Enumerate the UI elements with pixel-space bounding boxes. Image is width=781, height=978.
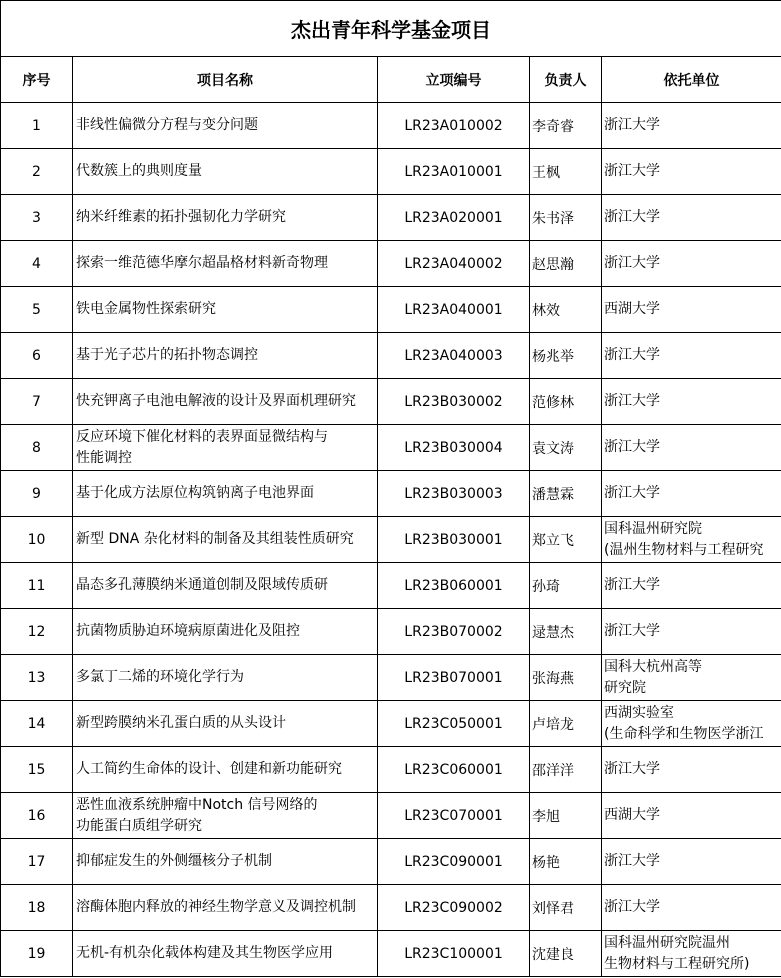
table-row — [1, 425, 781, 471]
host-unit-line: 国科温州研究院 — [604, 520, 702, 537]
row-index: 9 — [1, 471, 73, 517]
host-unit-line: 浙江大学 — [604, 761, 660, 777]
table-row — [1, 517, 781, 563]
project-name-line: 新型跨膜纳米孔蛋白质的从头设计 — [76, 715, 286, 731]
project-name-line: 性能调控 — [76, 449, 132, 466]
person-in-charge: 杨艳 — [530, 839, 602, 885]
person-in-charge: 林效 — [530, 287, 602, 333]
project-name — [73, 379, 378, 425]
person-in-charge: 潘慧霖 — [530, 471, 602, 517]
host-unit-line: 浙江大学 — [604, 393, 660, 409]
project-code: LR23C070001 — [378, 793, 530, 839]
person-in-charge: 李旭 — [530, 793, 602, 839]
person-in-charge: 沈建良 — [530, 931, 602, 977]
row-index: 14 — [1, 701, 73, 747]
person-in-charge: 逯慧杰 — [530, 609, 602, 655]
host-unit — [602, 471, 781, 517]
header-host-unit: 依托单位 — [602, 57, 781, 103]
header-person-in-charge: 负责人 — [530, 57, 602, 103]
row-index: 5 — [1, 287, 73, 333]
host-unit — [602, 333, 781, 379]
table-row — [1, 793, 781, 839]
project-name-line: 铁电金属物性探索研究 — [76, 301, 216, 317]
project-code: LR23B030003 — [378, 471, 530, 517]
row-index: 16 — [1, 793, 73, 839]
host-unit-line: 西湖大学 — [604, 807, 660, 823]
project-name — [73, 885, 378, 931]
project-name — [73, 471, 378, 517]
project-name-line: 抗菌物质胁迫环境病原菌进化及阻控 — [76, 623, 300, 639]
header-project-code: 立项编号 — [378, 57, 530, 103]
project-name — [73, 333, 378, 379]
host-unit-line: 浙江大学 — [604, 623, 660, 639]
host-unit — [602, 563, 781, 609]
host-unit — [602, 517, 781, 563]
project-name-line: 抑郁症发生的外侧缰核分子机制 — [76, 853, 272, 869]
host-unit-line: 研究院 — [604, 679, 646, 696]
project-code: LR23C060001 — [378, 747, 530, 793]
row-index: 13 — [1, 655, 73, 701]
project-name-line: 新型 DNA 杂化材料的制备及其组装性质研究 — [76, 531, 354, 547]
host-unit-line: 浙江大学 — [604, 853, 660, 869]
header-index: 序号 — [1, 57, 73, 103]
table-row — [1, 701, 781, 747]
project-name-line: 基于化成方法原位构筑钠离子电池界面 — [76, 485, 314, 501]
project-name — [73, 655, 378, 701]
project-code: LR23B030002 — [378, 379, 530, 425]
host-unit-line: (温州生物材料与工程研究 — [604, 541, 764, 558]
project-name-line: 晶态多孔薄膜纳米通道创制及限域传质研 — [76, 577, 328, 593]
project-name — [73, 747, 378, 793]
project-code: LR23C090001 — [378, 839, 530, 885]
project-name — [73, 241, 378, 287]
row-index: 8 — [1, 425, 73, 471]
table-row — [1, 103, 781, 149]
project-code: LR23A010001 — [378, 149, 530, 195]
host-unit-line: 浙江大学 — [604, 117, 660, 133]
project-code: LR23A040002 — [378, 241, 530, 287]
host-unit — [602, 839, 781, 885]
project-name-line: 快充钾离子电池电解液的设计及界面机理研究 — [76, 393, 356, 409]
table-row — [1, 655, 781, 701]
project-code: LR23C090002 — [378, 885, 530, 931]
table-row — [1, 287, 781, 333]
project-name-line: 溶酶体胞内释放的神经生物学意义及调控机制 — [76, 899, 356, 915]
person-in-charge: 朱书泽 — [530, 195, 602, 241]
project-name — [73, 609, 378, 655]
project-name-line: 功能蛋白质组学研究 — [76, 817, 202, 834]
person-in-charge: 孙琦 — [530, 563, 602, 609]
person-in-charge: 王枫 — [530, 149, 602, 195]
host-unit — [602, 287, 781, 333]
person-in-charge: 刘怿君 — [530, 885, 602, 931]
host-unit-line: (生命科学和生物医学浙江 — [604, 725, 764, 742]
host-unit-line: 浙江大学 — [604, 899, 660, 915]
row-index: 1 — [1, 103, 73, 149]
host-unit — [602, 241, 781, 287]
host-unit — [602, 103, 781, 149]
table-row — [1, 149, 781, 195]
project-name — [73, 793, 378, 839]
host-unit — [602, 425, 781, 471]
host-unit-line: 浙江大学 — [604, 255, 660, 271]
row-index: 3 — [1, 195, 73, 241]
page-title: 杰出青年科学基金项目 — [1, 1, 781, 57]
host-unit-line: 生物材料与工程研究所) — [604, 955, 750, 972]
project-code: LR23C050001 — [378, 701, 530, 747]
project-code: LR23A040003 — [378, 333, 530, 379]
host-unit — [602, 609, 781, 655]
row-index: 7 — [1, 379, 73, 425]
host-unit — [602, 149, 781, 195]
row-index: 10 — [1, 517, 73, 563]
table-row — [1, 563, 781, 609]
project-name — [73, 287, 378, 333]
host-unit — [602, 885, 781, 931]
host-unit — [602, 379, 781, 425]
project-name — [73, 103, 378, 149]
table-row — [1, 195, 781, 241]
table-row — [1, 839, 781, 885]
host-unit-line: 浙江大学 — [604, 347, 660, 363]
table-row — [1, 333, 781, 379]
project-name — [73, 701, 378, 747]
host-unit — [602, 747, 781, 793]
project-code: LR23C100001 — [378, 931, 530, 977]
row-index: 15 — [1, 747, 73, 793]
person-in-charge: 范修林 — [530, 379, 602, 425]
row-index: 18 — [1, 885, 73, 931]
project-name — [73, 517, 378, 563]
project-name — [73, 195, 378, 241]
table-row — [1, 379, 781, 425]
project-name-line: 探索一维范德华摩尔超晶格材料新奇物理 — [76, 255, 328, 271]
project-name-line: 多氯丁二烯的环境化学行为 — [76, 669, 244, 685]
host-unit-line: 国科温州研究院温州 — [604, 934, 730, 951]
project-name — [73, 839, 378, 885]
project-name-line: 无机-有机杂化载体构建及其生物医学应用 — [76, 945, 334, 961]
row-index: 12 — [1, 609, 73, 655]
table-row — [1, 931, 781, 977]
row-index: 2 — [1, 149, 73, 195]
host-unit-line: 浙江大学 — [604, 577, 660, 593]
project-name-line: 代数簇上的典则度量 — [76, 163, 202, 179]
table-row — [1, 609, 781, 655]
row-index: 11 — [1, 563, 73, 609]
host-unit-line: 浙江大学 — [604, 209, 660, 225]
person-in-charge: 袁文涛 — [530, 425, 602, 471]
person-in-charge: 张海燕 — [530, 655, 602, 701]
person-in-charge: 杨兆举 — [530, 333, 602, 379]
project-name-line: 非线性偏微分方程与变分问题 — [76, 117, 258, 133]
project-code: LR23A010002 — [378, 103, 530, 149]
host-unit — [602, 931, 781, 977]
host-unit-line: 浙江大学 — [604, 163, 660, 179]
project-name-line: 人工简约生命体的设计、创建和新功能研究 — [76, 761, 342, 777]
host-unit-line: 浙江大学 — [604, 439, 660, 455]
project-code: LR23B030001 — [378, 517, 530, 563]
project-code: LR23A040001 — [378, 287, 530, 333]
person-in-charge: 邵洋洋 — [530, 747, 602, 793]
project-name — [73, 931, 378, 977]
row-index: 4 — [1, 241, 73, 287]
project-code: LR23B070001 — [378, 655, 530, 701]
header-project-name: 项目名称 — [73, 57, 378, 103]
table-body — [1, 103, 781, 977]
project-code: LR23B060001 — [378, 563, 530, 609]
host-unit — [602, 793, 781, 839]
project-name-line: 基于光子芯片的拓扑物态调控 — [76, 347, 258, 363]
person-in-charge: 卢培龙 — [530, 701, 602, 747]
host-unit-line: 浙江大学 — [604, 485, 660, 501]
header-row — [1, 57, 781, 103]
host-unit — [602, 655, 781, 701]
host-unit — [602, 195, 781, 241]
project-name-line: 纳米纤维素的拓扑强韧化力学研究 — [76, 209, 286, 225]
person-in-charge: 李奇睿 — [530, 103, 602, 149]
table-row — [1, 747, 781, 793]
project-name-line: 恶性血液系统肿瘤中Notch 信号网络的 — [76, 796, 318, 813]
row-index: 19 — [1, 931, 73, 977]
table-row — [1, 241, 781, 287]
project-code: LR23A020001 — [378, 195, 530, 241]
host-unit-line: 国科大杭州高等 — [604, 658, 702, 675]
project-code: LR23B030004 — [378, 425, 530, 471]
project-code: LR23B070002 — [378, 609, 530, 655]
project-name — [73, 149, 378, 195]
row-index: 17 — [1, 839, 73, 885]
row-index: 6 — [1, 333, 73, 379]
host-unit — [602, 701, 781, 747]
table-row — [1, 471, 781, 517]
host-unit-line: 西湖大学 — [604, 301, 660, 317]
person-in-charge: 郑立飞 — [530, 517, 602, 563]
project-name — [73, 563, 378, 609]
project-name — [73, 425, 378, 471]
project-name-line: 反应环境下催化材料的表界面显微结构与 — [76, 428, 328, 445]
host-unit-line: 西湖实验室 — [604, 704, 674, 721]
table-row — [1, 885, 781, 931]
person-in-charge: 赵思瀚 — [530, 241, 602, 287]
